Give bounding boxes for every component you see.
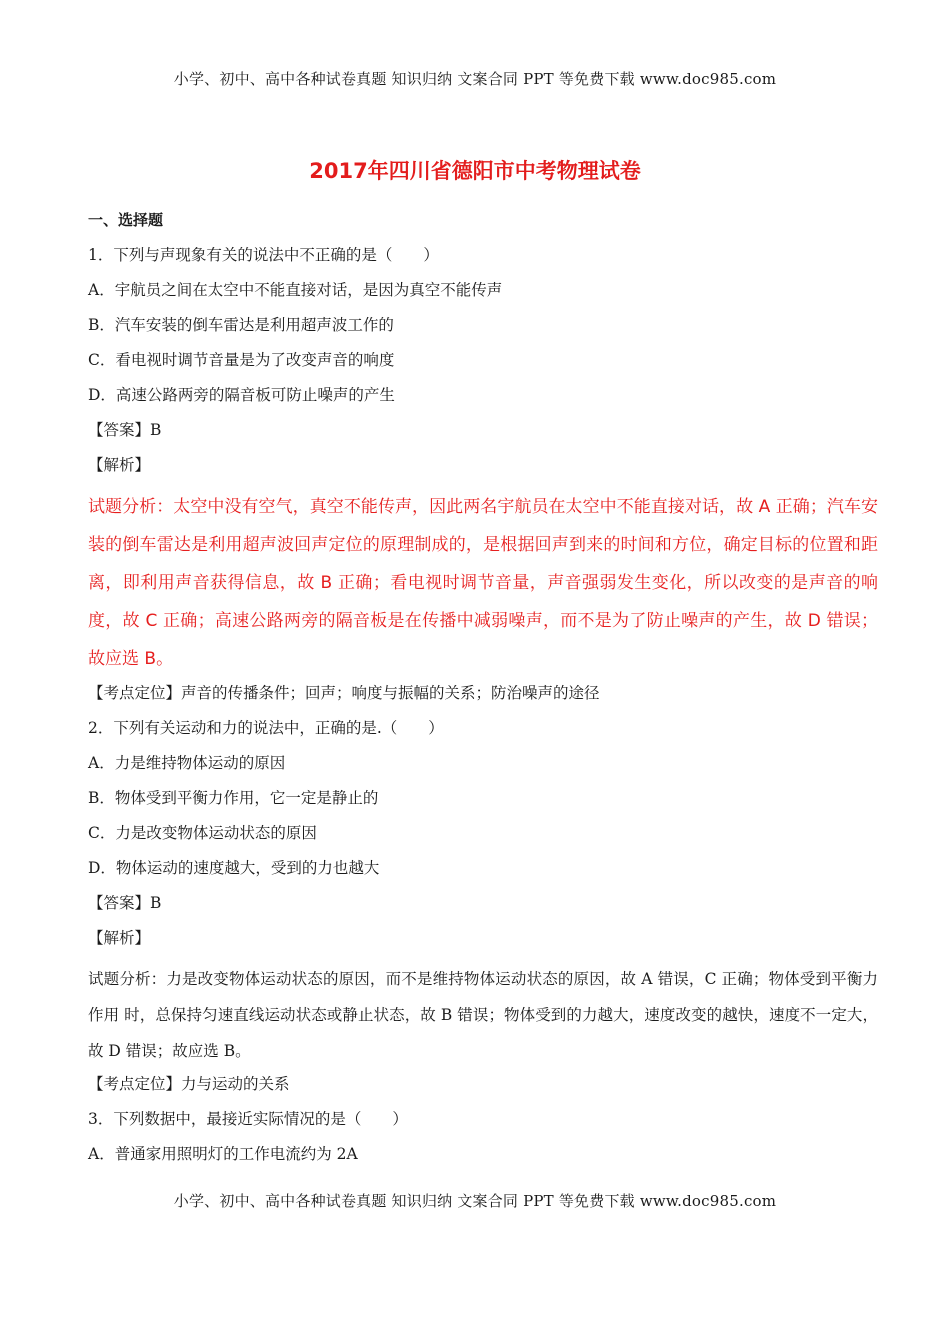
q2-option-b: B．物体受到平衡力作用，它一定是静止的 [88, 789, 379, 807]
q1-option-a: A．宇航员之间在太空中不能直接对话，是因为真空不能传声 [88, 281, 503, 299]
q1-stem: 1．下列与声现象有关的说法中不正确的是（ ） [88, 246, 439, 264]
q2-option-d: D．物体运动的速度越大，受到的力也越大 [88, 859, 380, 877]
q2-option-a: A．力是维持物体运动的原因 [88, 754, 286, 772]
document-body [88, 208, 878, 1177]
q1-answer: 【答案】B [88, 421, 162, 439]
q2-option-c: C．力是改变物体运动状态的原因 [88, 824, 317, 842]
q1-analysis-label: 【解析】 [88, 456, 151, 474]
section-heading: 一、选择题 [88, 211, 164, 229]
q1-option-c: C．看电视时调节音量是为了改变声音的响度 [88, 351, 395, 369]
q3-option-a: A．普通家用照明灯的工作电流约为 2A [88, 1145, 358, 1163]
q2-stem: 2．下列有关运动和力的说法中，正确的是.（ ） [88, 719, 444, 737]
page-footer: 小学、初中、高中各种试卷真题 知识归纳 文案合同 PPT 等免费下载 www.doc985.com [173, 1192, 777, 1210]
q2-kaodian: 【考点定位】力与运动的关系 [88, 1075, 290, 1093]
q1-kaodian: 【考点定位】声音的传播条件；回声；响度与振幅的关系；防治噪声的途径 [88, 684, 600, 702]
q2-answer: 【答案】B [88, 894, 162, 912]
q1-analysis: 试题分析：太空中没有空气，真空不能传声，因此两名宇航员在太空中不能直接对话，故 A 正确；汽车安装的倒车雷达是利用超声波回声定位的原理制成的，是根据回声到来的时间和方位，确定目标的位置和距离，即利用声音获得信息，故 B 正确；看电视时调节音量，声音强弱发生变化，所以改变的是声音的响度，故 C 正确；高速公路两旁的隔音板是在传播中减弱噪声，而不是为了防止噪声的产生，故 D 错误；故应选 B。 [88, 497, 878, 669]
q2-analysis: 试题分析：力是改变物体运动状态的原因，而不是维持物体运动状态的原因，故 A 错误，C 正确；物体受到平衡力作用 时，总保持匀速直线运动状态或静止状态，故 B 错误；物体受到的力越大，速度改变的越快，速度不一定大，故 D 错误；故应选 B。 [88, 970, 878, 1060]
q1-option-d: D．高速公路两旁的隔音板可防止噪声的产生 [88, 386, 395, 404]
q3-stem: 3．下列数据中，最接近实际情况的是（ ） [88, 1110, 408, 1128]
page-title: 2017年四川省德阳市中考物理试卷 [309, 159, 641, 183]
q2-analysis-label: 【解析】 [88, 929, 151, 947]
page-header: 小学、初中、高中各种试卷真题 知识归纳 文案合同 PPT 等免费下载 www.doc985.com [173, 70, 777, 88]
q1-option-b: B．汽车安装的倒车雷达是利用超声波工作的 [88, 316, 394, 334]
